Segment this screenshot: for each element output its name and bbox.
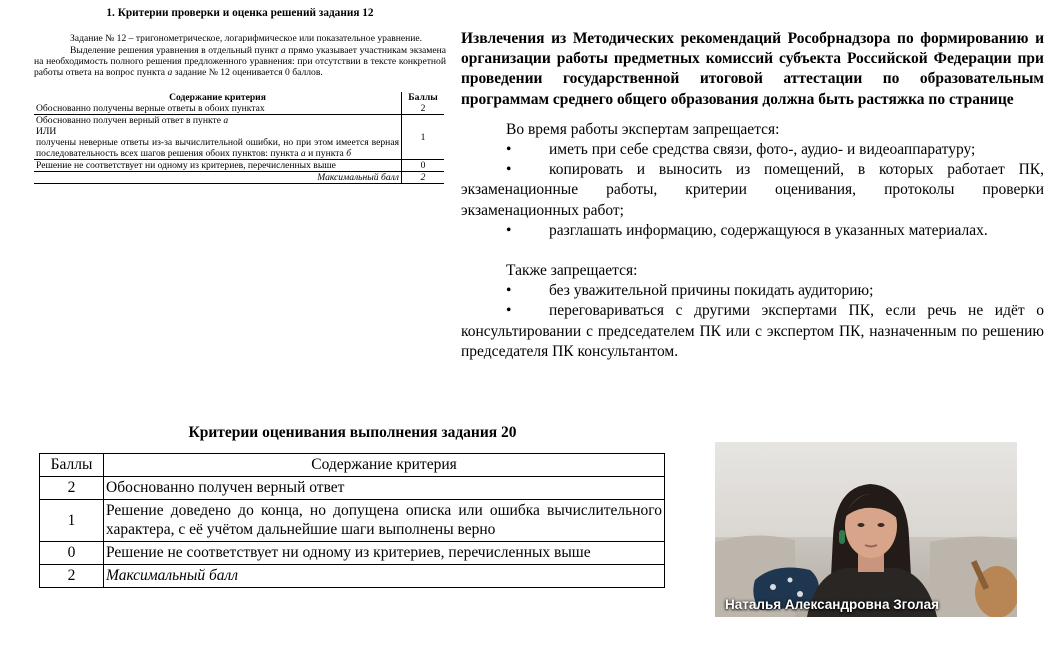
- task12-section: [34, 6, 446, 184]
- task12-row-1: [34, 103, 444, 115]
- also-item-text: переговариваться с другими экспертами ПК, если речь не идёт о консультировании с председателем ПК или с экспертом ПК, назначенным по решению председателя ПК консультантом.: [461, 302, 1044, 360]
- task20-row-max: [40, 565, 665, 588]
- prohibited-item-text: иметь при себе средства связи, фото-, аудио- и видеоаппаратуру;: [549, 141, 976, 159]
- task12-title: 1. Критерии проверки и оценка решений задания 12: [106, 7, 374, 19]
- task20-table-header: [40, 454, 665, 477]
- task12-row2-var2: а: [300, 148, 306, 160]
- task20-row-score: 0: [40, 542, 104, 565]
- task12-row2-text-a: Обоснованно получен верный ответ в пункте: [36, 115, 224, 127]
- task12-para2-c: задание № 12 оценивается 0 баллов.: [172, 67, 323, 79]
- task12-para2-a: Выделение решения уравнения в отдельный пункт: [70, 44, 281, 56]
- bullet-icon: •: [506, 221, 512, 239]
- task20-row-score: 1: [40, 500, 104, 542]
- also-item-text: без уважительной причины покидать аудиторию;: [549, 282, 874, 300]
- participant-name-label: Наталья Александровна Зголая: [725, 597, 939, 612]
- task20-title: Критерии оценивания выполнения задания 20: [188, 424, 517, 441]
- task12-criteria-table: [34, 92, 444, 184]
- prohibited-item: [461, 160, 1044, 221]
- webcam-feed: [715, 442, 1017, 617]
- task12-row2-text-b: получены неверные ответы из-за вычислительной ошибки, но при этом имеется верная последовательность всех шагов решения обоих пунктов: пункта: [36, 137, 399, 160]
- bullet-icon: •: [506, 282, 512, 300]
- task20-header-content: Содержание критерия: [104, 454, 665, 477]
- prohibited-intro: Во время работы экспертам запрещается:: [506, 120, 780, 138]
- prohibited-list: [461, 140, 1044, 241]
- task20-header-score: Баллы: [40, 454, 104, 477]
- task12-row2-or: ИЛИ: [36, 126, 57, 138]
- task12-row-max: [34, 172, 444, 184]
- bullet-icon: •: [506, 161, 512, 179]
- recommendations-heading: Извлечения из Методических рекомендаций Рособрнадзора по формированию и организации работы предметных комиссий субъекта Российской Федерации при проведении государственной итоговой аттестации по образовательным программам среднего общего образования должна быть растяжка по странице: [461, 30, 1044, 108]
- prohibited-item: [461, 140, 1044, 160]
- task20-row: [40, 477, 665, 500]
- also-item: [461, 301, 1044, 362]
- task12-para2-b: прямо указывает участникам экзамена на необходимость полного решения предложенного уравнения: при отсутствии в тексте конкретной работы ответа на вопрос пункта: [34, 44, 447, 79]
- bullet-icon: •: [506, 141, 512, 159]
- task20-criteria-table: [39, 453, 665, 588]
- bullet-icon: •: [506, 302, 512, 320]
- task20-row-text: Обоснованно получен верный ответ: [104, 477, 665, 500]
- task20-row-text: Решение доведено до конца, но допущена описка или ошибка вычислительного характера, с её учётом дальнейшие шаги выполнены верно: [104, 500, 665, 542]
- task12-row2-text: [34, 115, 402, 160]
- also-list: [461, 281, 1044, 362]
- task20-max-label: Максимальный балл: [104, 565, 665, 588]
- also-item: [461, 281, 1044, 301]
- also-intro: Также запрещается:: [506, 262, 638, 280]
- task12-table-header: [34, 92, 444, 103]
- task12-header-content: Содержание критерия: [169, 92, 266, 104]
- task20-row-score: 2: [40, 477, 104, 500]
- task12-row1-score: 2: [402, 103, 445, 115]
- task20-row: [40, 500, 665, 542]
- task12-max-score: 2: [402, 172, 445, 184]
- participant-video-tile[interactable]: [715, 442, 1017, 617]
- task12-para2-var2: а: [167, 67, 173, 79]
- task12-row3-score: 0: [402, 160, 445, 172]
- task12-row-3: [34, 160, 444, 172]
- prohibited-item: [461, 221, 1044, 241]
- recommendations-section: [461, 29, 1044, 362]
- task20-row: [40, 542, 665, 565]
- task20-max-score: 2: [40, 565, 104, 588]
- prohibited-item-text: разглашать информацию, содержащуюся в указанных материалах.: [549, 221, 988, 239]
- task12-header-score: Баллы: [402, 92, 445, 103]
- task12-para2: [34, 45, 446, 79]
- task12-row2-var: а: [223, 115, 229, 127]
- task12-row-2: [34, 115, 444, 160]
- task12-para1: Задание № 12 – тригонометрическое, логарифмическое или показательное уравнение.: [70, 33, 423, 45]
- task20-row-text: Решение не соответствует ни одному из критериев, перечисленных выше: [104, 542, 665, 565]
- task12-row2-and: и пункта: [305, 148, 347, 160]
- task12-max-label: Максимальный балл: [34, 172, 402, 184]
- task12-row1-text: Обоснованно получены верные ответы в обоих пунктах: [34, 103, 402, 115]
- task12-row3-text: Решение не соответствует ни одному из критериев, перечисленных выше: [36, 160, 336, 172]
- prohibited-item-text: копировать и выносить из помещений, в которых работает ПК, экзаменационные работы, критерии оценивания, протоколы проверки экзаменационных работ;: [461, 161, 1044, 219]
- task12-para2-var: а: [280, 44, 286, 56]
- task12-row2-score: 1: [402, 115, 445, 160]
- task12-row2-var3: б: [346, 148, 352, 160]
